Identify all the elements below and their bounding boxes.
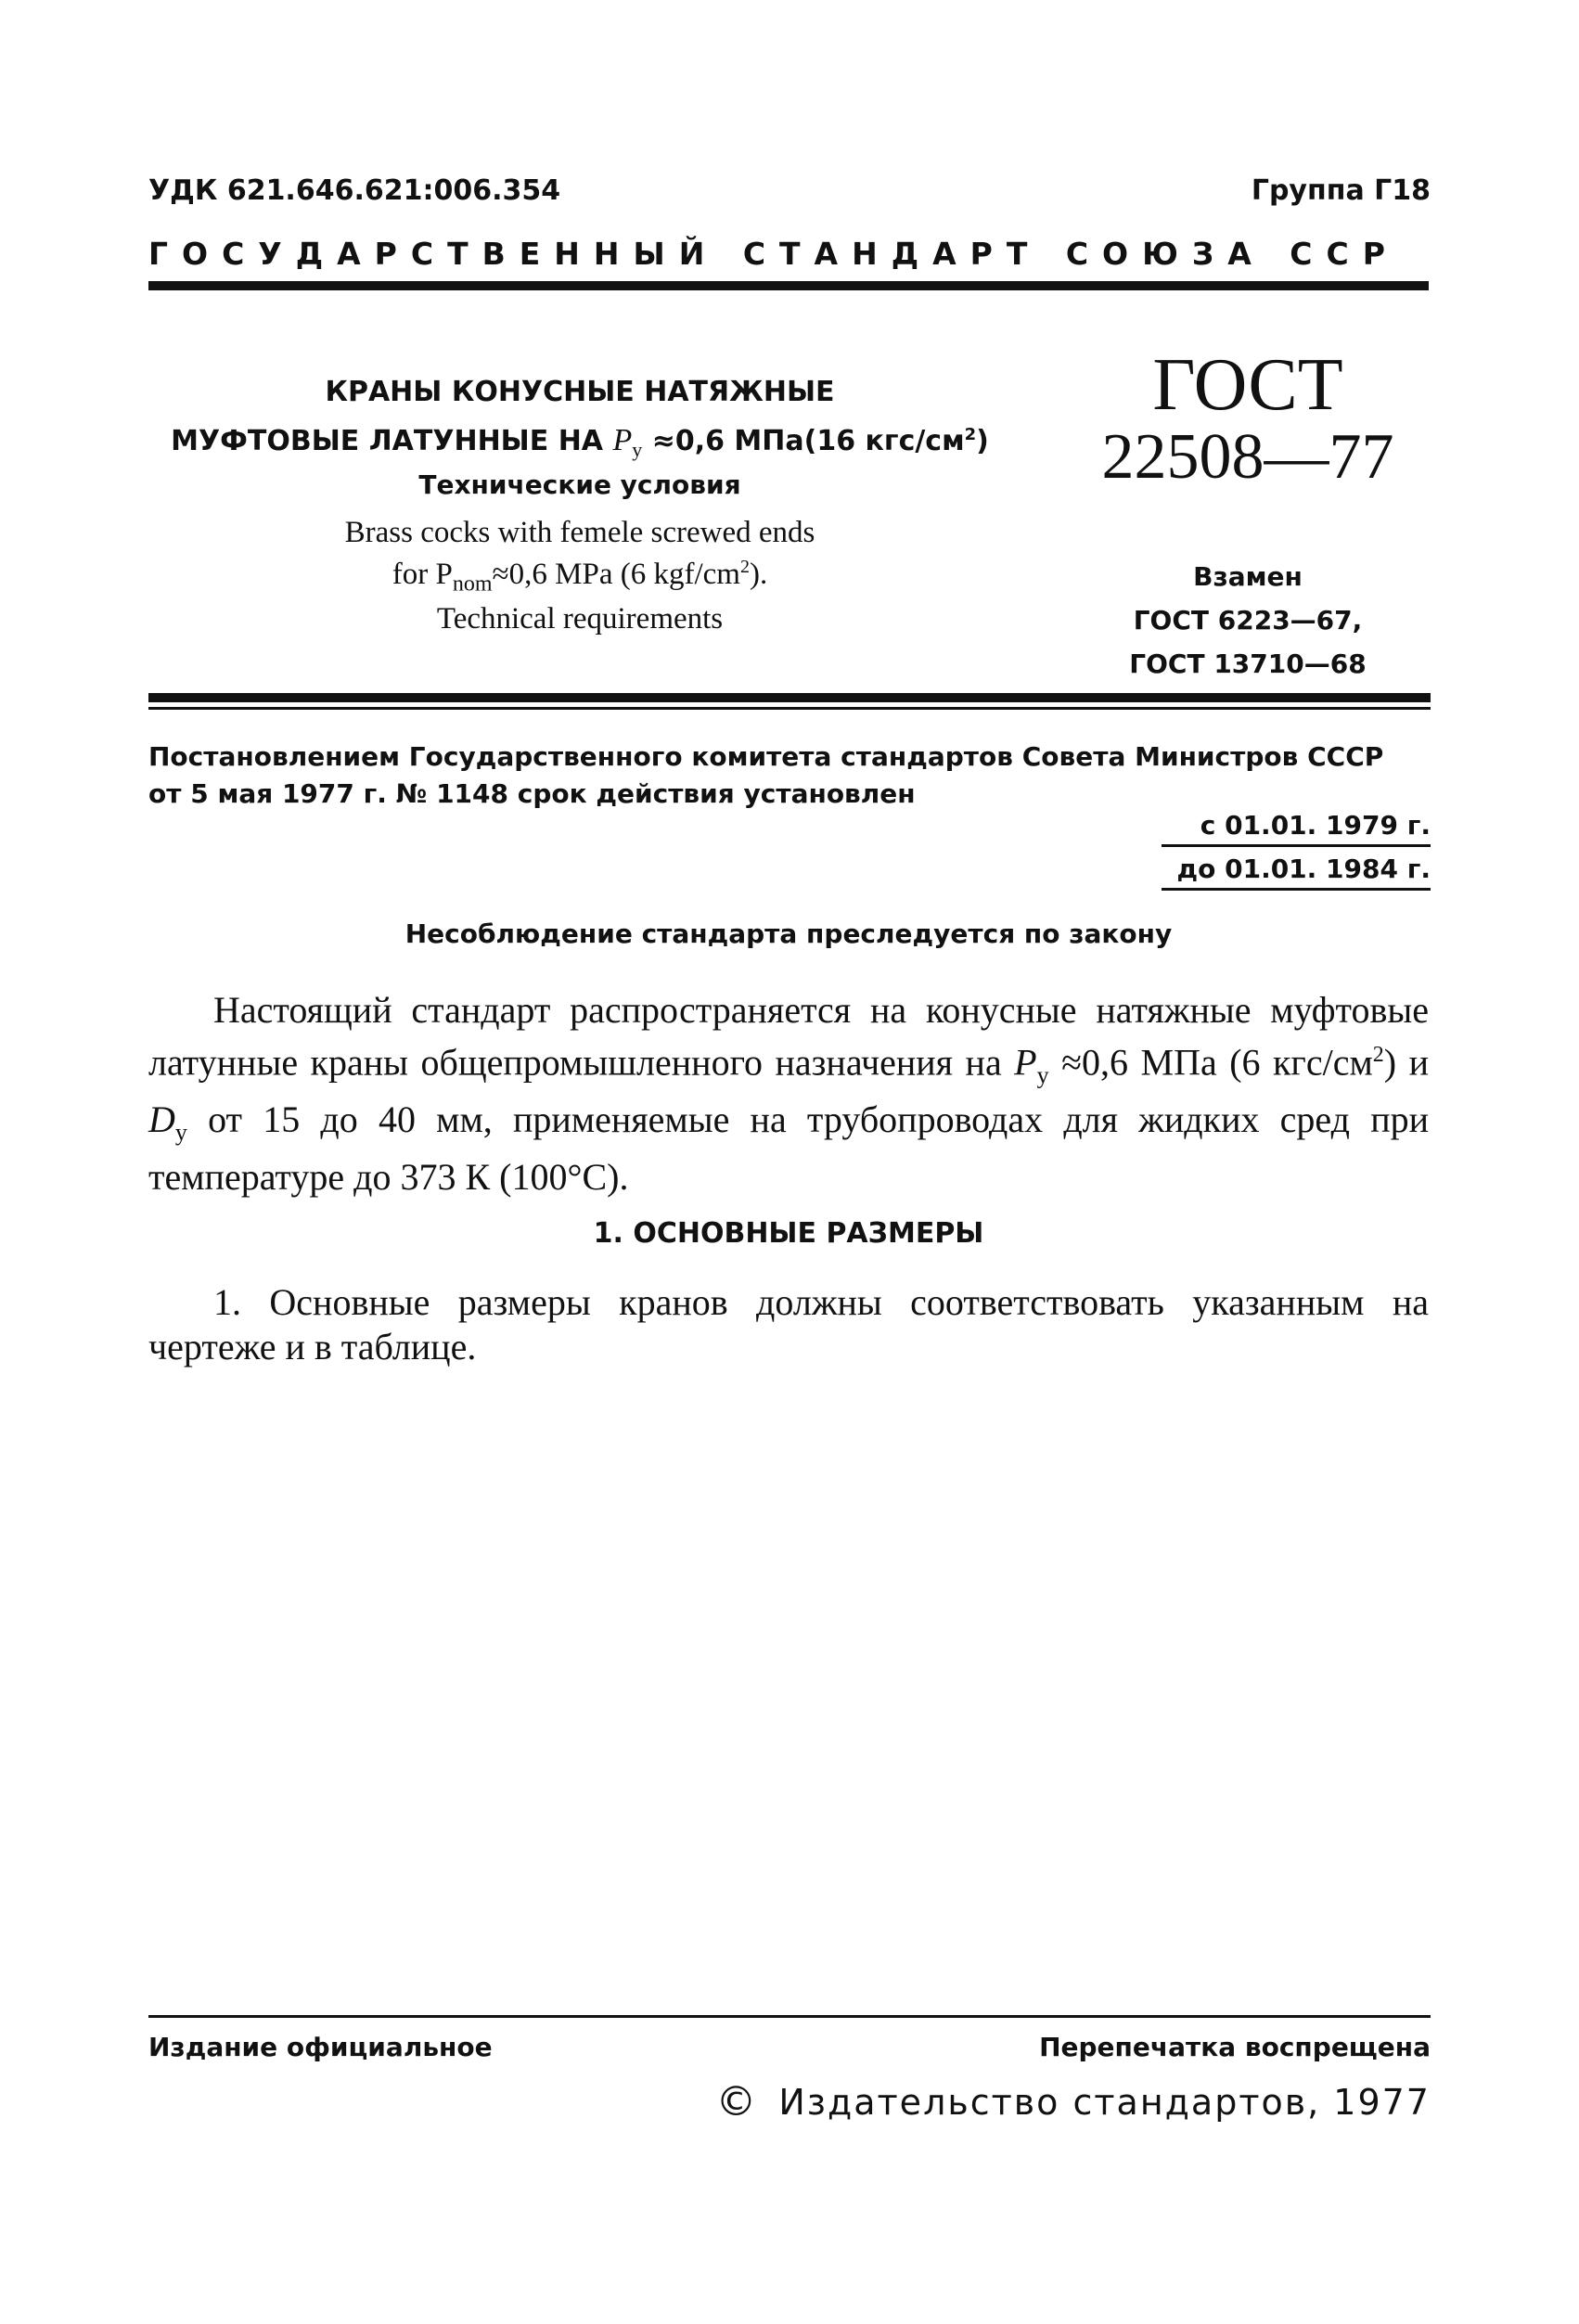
- section-heading: 1. ОСНОВНЫЕ РАЗМЕРЫ: [593, 1217, 984, 1250]
- publisher-line: [715, 2078, 1431, 2125]
- state-standard-banner: ГОСУДАРСТВЕННЫЙ СТАНДАРТ СОЮЗА ССР: [148, 236, 1399, 272]
- replaces-label: Взамен: [1193, 561, 1303, 592]
- reprint-notice: Перепечатка воспрещена: [1039, 2032, 1431, 2062]
- document-subtitle: Технические условия: [418, 469, 741, 500]
- intro-paragraph: Настоящий стандарт распространяется на конусные натяжные муфтовые латунные краны общепромышленного назначения на $P_y \approx 0,6$ МПа (6 кгс/$см^2$) и $D_y$ от 15 до 40 мм, применяемые на трубопроводах для жидких сред при температуре до 373 К (100°С).: [148, 989, 1429, 1199]
- section-item-1: 1. Основные размеры кранов должны соответствовать указанным на чертеже и в таблице.: [148, 1281, 1429, 1367]
- english-title-line-2: for $P_{nom}\approx 0,6$ MPa (6 kgf/$cm^2$).: [392, 557, 768, 597]
- decree-line-1: Постановлением Государственного комитета стандартов Совета Министров СССР: [148, 741, 1384, 772]
- footer-rule: [148, 2015, 1431, 2018]
- gost-number: 22508—77: [1101, 421, 1394, 493]
- english-title-line-1: Brass cocks with femele screwed ends: [344, 516, 815, 549]
- validity-to-underline: [1162, 888, 1431, 891]
- document-title: [148, 371, 1011, 471]
- decree-line-2: от 5 мая 1977 г. № 1148 срок действия установлен: [148, 778, 916, 809]
- group-code: Группа Г18: [1251, 174, 1431, 207]
- validity-to: до 01.01. 1984 г.: [1176, 854, 1431, 884]
- title-rule-thin: [148, 707, 1431, 710]
- validity-from: с 01.01. 1979 г.: [1200, 810, 1431, 841]
- copyright-icon: ©: [715, 2078, 759, 2125]
- replaces-gost-2: ГОСТ 13710—68: [1129, 648, 1367, 679]
- title-line-2: МУФТОВЫЕ ЛАТУННЫЕ НА $P_y \approx 0,6$ МПа(16 кгс/$см^2$): [171, 423, 989, 461]
- decree-text: [148, 738, 1429, 813]
- title-line-1: КРАНЫ КОНУСНЫЕ НАТЯЖНЫЕ: [325, 376, 835, 408]
- edition-label: Издание официальное: [148, 2032, 493, 2062]
- replaces-gost-1: ГОСТ 6223—67,: [1133, 605, 1363, 636]
- gost-label: ГОСТ: [1152, 344, 1343, 426]
- english-title-line-3: Technical requirements: [436, 601, 724, 636]
- header-rule: [148, 281, 1429, 290]
- validity-from-underline: [1162, 844, 1431, 847]
- title-rule-thick: [148, 693, 1431, 702]
- publisher-name: Издательство стандартов, 1977: [778, 2081, 1431, 2123]
- replaces-block: [1067, 555, 1429, 686]
- law-notice: Несоблюдение стандарта преследуется по закону: [404, 918, 1173, 949]
- english-title: [148, 516, 1011, 636]
- udk-code: УДК 621.646.621:006.354: [148, 174, 561, 207]
